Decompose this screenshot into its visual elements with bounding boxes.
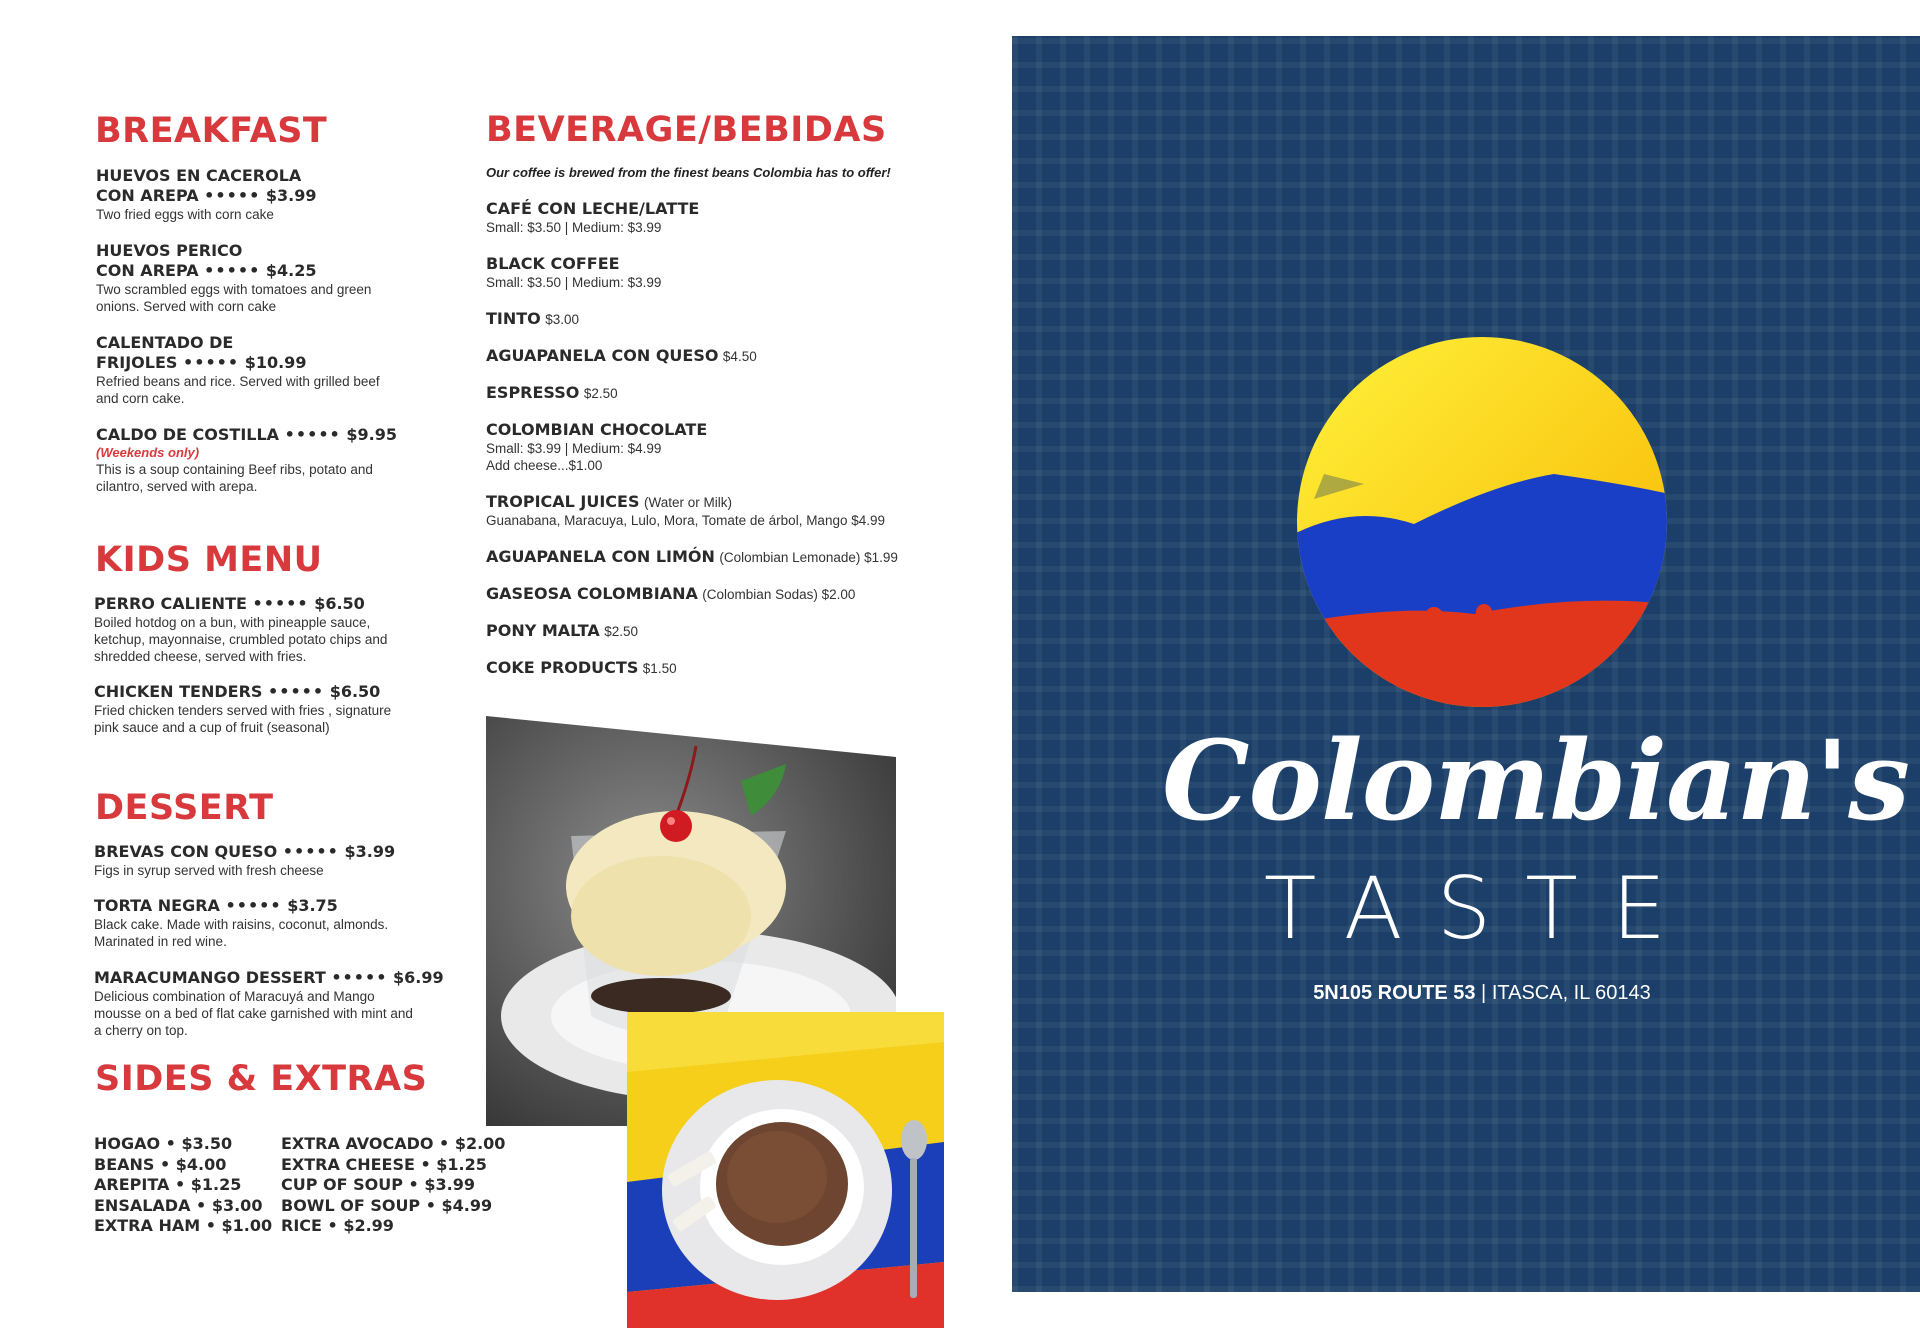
item-description: This is a soup containing Beef ribs, potato and cilantro, served with arepa. (96, 462, 373, 494)
item-price: $6.50 (314, 594, 365, 613)
beverage-item: GASEOSA COLOMBIANA (Colombian Sodas) $2.00 (486, 584, 856, 603)
item-description: Refried beans and rice. Served with grilled beef and corn cake. (96, 374, 380, 406)
menu-item: CHICKEN TENDERS ••••• $6.50 Fried chicken tenders served with fries , signature pink sauce and a cup of fruit (seasonal) (94, 682, 454, 736)
item-description: Two scrambled eggs with tomatoes and green onions. Served with corn cake (96, 282, 372, 314)
menu-item: CALDO DE COSTILLA ••••• $9.95 (Weekends only) This is a soup containing Beef ribs, potato and cilantro, served with arepa. (96, 425, 456, 495)
item-price: $9.95 (346, 425, 397, 444)
beverage-item: COLOMBIAN CHOCOLATE Small: $3.99 | Medium: $4.99 Add cheese...$1.00 (486, 420, 708, 473)
sides-column-1 (94, 1134, 272, 1237)
menu-item: HUEVOS EN CACEROLA CON AREPA ••••• $3.99 Two fried eggs with corn cake (96, 166, 456, 223)
kids-menu-title: KIDS MENU (95, 540, 323, 580)
item-description: Two fried eggs with corn cake (96, 207, 274, 222)
beverage-item: TROPICAL JUICES (Water or Milk) Guanabana, Maracuya, Lulo, Mora, Tomate de árbol, Mango $4.99 (486, 492, 886, 528)
item-price: $4.25 (265, 261, 317, 280)
side-item: EXTRA AVOCADO • $2.00 (281, 1134, 506, 1153)
side-item: HOGAO • $3.50 (94, 1134, 233, 1153)
menu-item: CALENTADO DE FRIJOLES ••••• $10.99 Refried beans and rice. Served with grilled beef and corn cake. (96, 333, 456, 407)
hot-chocolate-photo (627, 1012, 944, 1328)
brand-taste-word: TASTE (1263, 859, 1701, 959)
beverage-item: COKE PRODUCTS $1.50 (486, 658, 677, 677)
item-price: $3.99 (265, 186, 317, 205)
item-description: Delicious combination of Maracuyá and Mango mousse on a bed of flat cake garnished with mint and a cherry on top. (94, 989, 413, 1038)
breakfast-title: BREAKFAST (95, 111, 328, 151)
address-separator: | (1481, 982, 1487, 1004)
address-city: ITASCA, IL 60143 (1491, 982, 1651, 1004)
hot-chocolate-image (627, 1012, 944, 1328)
item-price: $3.99 (344, 842, 396, 861)
item-description: Boiled hotdog on a bun, with pineapple sauce, ketchup, mayonnaise, crumbled potato chips and shredded cheese, served with fries. (94, 615, 388, 664)
side-item: ENSALADA • $3.00 (94, 1195, 263, 1215)
beverage-item: TINTO $3.00 (486, 309, 580, 328)
sides-extras-title: SIDES & EXTRAS (95, 1059, 428, 1099)
sides-column-2 (281, 1134, 505, 1237)
beverage-item: CAFÉ CON LECHE/LATTE Small: $3.50 | Medium: $3.99 (486, 199, 700, 235)
side-item: EXTRA HAM • $1.00 (94, 1216, 273, 1235)
brand-script-name: Colombian's (1162, 716, 1910, 845)
address (1212, 982, 1752, 1005)
side-item: BEANS • $4.00 (94, 1154, 227, 1174)
item-price: $10.99 (244, 353, 307, 372)
menu-item: PERRO CALIENTE ••••• $6.50 Boiled hotdog on a bun, with pineapple sauce, ketchup, mayonnaise, crumbled potato chips and shredded cheese, served with fries. (94, 594, 454, 665)
item-description: Fried chicken tenders served with fries , signature pink sauce and a cup of fruit (seasonal) (94, 703, 392, 735)
side-item: AREPITA • $1.25 (94, 1175, 242, 1194)
weekend-note: (Weekends only) (96, 445, 200, 460)
side-item: EXTRA CHEESE • $1.25 (281, 1154, 487, 1174)
item-price: $3.75 (287, 896, 338, 915)
beverage-item: AGUAPANELA CON QUESO $4.50 (486, 346, 757, 365)
item-name: HUEVOS EN CACEROLA (96, 166, 302, 185)
menu-item: HUEVOS PERICO CON AREPA ••••• $4.25 Two scrambled eggs with tomatoes and green onions. Served with corn cake (96, 241, 456, 315)
side-item: CUP OF SOUP • $3.99 (281, 1175, 475, 1194)
beverage-item: BLACK COFFEE Small: $3.50 | Medium: $3.99 (486, 254, 662, 290)
beverage-title: BEVERAGE/BEBIDAS (486, 110, 887, 150)
address-street: 5N105 ROUTE 53 (1313, 982, 1476, 1004)
item-description: Figs in syrup served with fresh cheese (94, 863, 324, 878)
side-item: RICE • $2.99 (281, 1216, 394, 1235)
item-description: Black cake. Made with raisins, coconut, almonds. Marinated in red wine. (94, 917, 389, 949)
colombian-flag-sun-icon (1294, 334, 1670, 710)
item-price: $6.99 (393, 968, 444, 987)
beverage-item: AGUAPANELA CON LIMÓN (Colombian Lemonade) $1.99 (486, 547, 898, 566)
menu-cover (1012, 36, 1920, 1292)
beverage-item: ESPRESSO $2.50 (486, 383, 618, 402)
dessert-title: DESSERT (95, 788, 274, 828)
side-item: BOWL OF SOUP • $4.99 (281, 1195, 493, 1215)
menu-item: TORTA NEGRA ••••• $3.75 Black cake. Made with raisins, coconut, almonds. Marinated in red wine. (94, 896, 454, 950)
item-price: $6.50 (329, 682, 381, 701)
beverage-item: PONY MALTA $2.50 (486, 621, 639, 640)
coffee-tagline: Our coffee is brewed from the finest beans Colombia has to offer! (486, 165, 891, 180)
menu-item: MARACUMANGO DESSERT ••••• $6.99 Delicious combination of Maracuyá and Mango mousse on a bed of flat cake garnished with mint and a cherry on top. (94, 968, 444, 1038)
menu-item: BREVAS CON QUESO ••••• $3.99 Figs in syrup served with fresh cheese (94, 842, 454, 879)
